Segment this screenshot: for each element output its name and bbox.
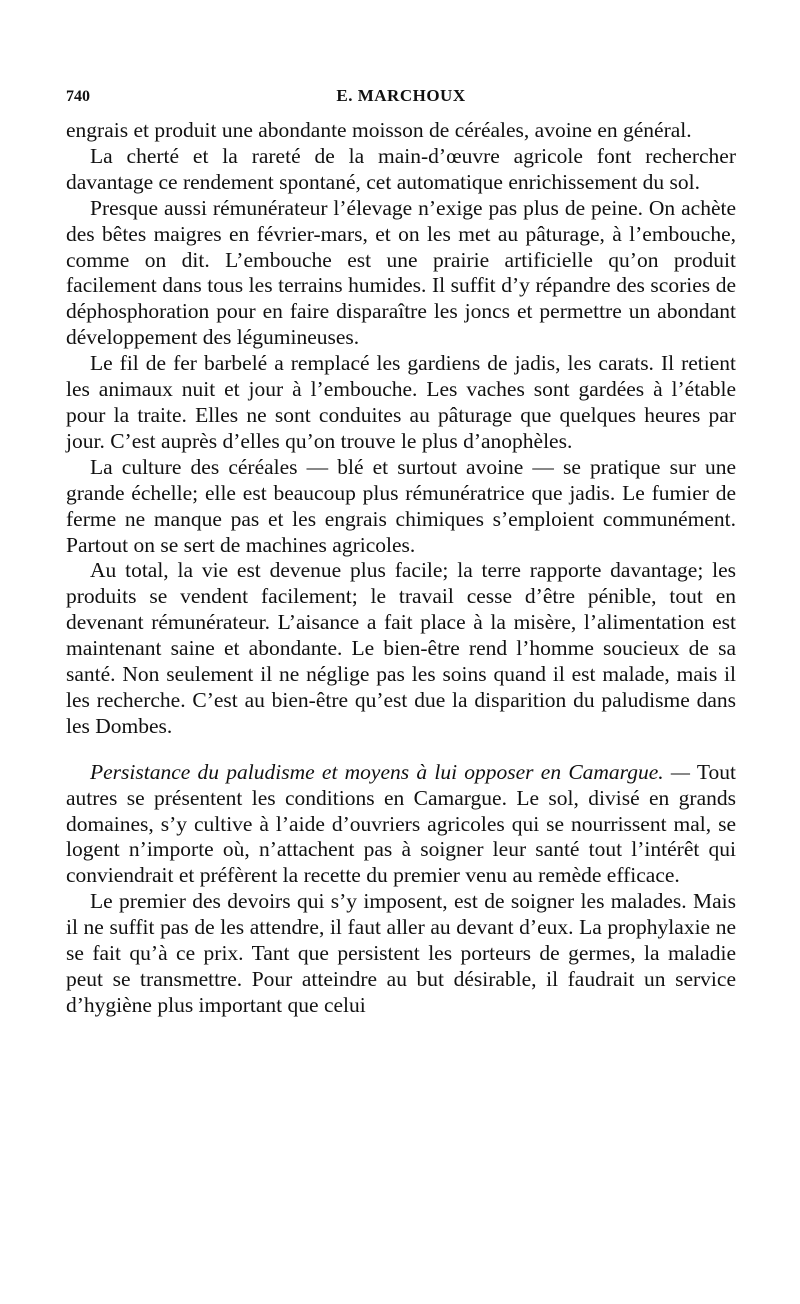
section-paragraph-camargue bbox=[66, 760, 736, 890]
paragraph-duties: Le premier des devoirs qui s’y imposent, est de soigner les malades. Mais il ne suffit pas de les attendre, il faut aller au devant d’eux. La prophylaxie ne se fait qu’à ce prix. Tant que persistent les porteurs de germes, la maladie peut se transmettre. Pour atteindre au but désirable, il faudrait un service d’hygiène plus important que celui bbox=[66, 889, 736, 1017]
paragraph-barbed-wire: Le fil de fer barbelé a remplacé les gardiens de jadis, les carats. Il retient les animaux nuit et jour à l’embouche. Les vaches sont gardées à l’étable pour la traite. Elles ne sont conduites au pâturage que quelques heures par jour. C’est auprès d’elles qu’on trouve le plus d’anophèles. bbox=[66, 351, 736, 453]
section-spacer bbox=[66, 740, 736, 760]
paragraph-summary: Au total, la vie est devenue plus facile; la terre rapporte davantage; les produits se vendent facilement; le travail cesse d’être pénible, tout en devenant rémunérateur. L’aisance a fait place à la misère, l’alimentation est maintenant saine et abondante. Le bien-être rend l’homme soucieux de sa santé. Non seulement il ne néglige pas les soins quand il est malade, mais il les recherche. C’est au bien-être qu’est due la disparition du paludisme dans les Dombes. bbox=[66, 558, 736, 738]
section-title: Persistance du paludisme et moyens à lui opposer en Camargue. — bbox=[90, 759, 691, 784]
running-head bbox=[66, 84, 736, 118]
paragraph-labour-cost: La cherté et la rareté de la main-d’œuvre agricole font rechercher davantage ce rendement spontané, cet automatique enrichissement du sol. bbox=[66, 143, 736, 194]
paragraph-continued: engrais et produit une abondante moisson de céréales, avoine en général. bbox=[66, 118, 692, 142]
paragraph-cereals: La culture des céréales — blé et surtout avoine — se pratique sur une grande échelle; elle est beaucoup plus rémunératrice que jadis. Le fumier de ferme ne manque pas et les engrais chimiques s’emploient communément. Partout on se sert de machines agricoles. bbox=[66, 454, 736, 557]
page-number: 740 bbox=[66, 88, 90, 105]
section-first-paragraph-text: Tout autres se présentent les conditions en Camargue. Le sol, divisé en grands domaines, s’y cultive à l’aide d’ouvriers agricoles qui se nourrissent mal, se logent n’importe où, n’attachent pas à soigner leur santé tout l’intérêt qui conviendrait et préfèrent la recette du premier venu au remède efficace. bbox=[66, 759, 736, 888]
book-page bbox=[66, 84, 736, 1019]
paragraph-livestock: Presque aussi rémunérateur l’élevage n’exige pas plus de peine. On achète des bêtes maigres en février-mars, et on les met au pâturage, à l’embouche, comme on dit. L’embouche est une prairie artificielle qu’on produit facilement dans tous les terrains humides. Il suffit d’y répandre des scories de déphosphoration pour en faire disparaître les joncs et permettre un abondant développement des légumineuses. bbox=[66, 195, 736, 350]
running-head-author: E. MARCHOUX bbox=[336, 86, 466, 105]
